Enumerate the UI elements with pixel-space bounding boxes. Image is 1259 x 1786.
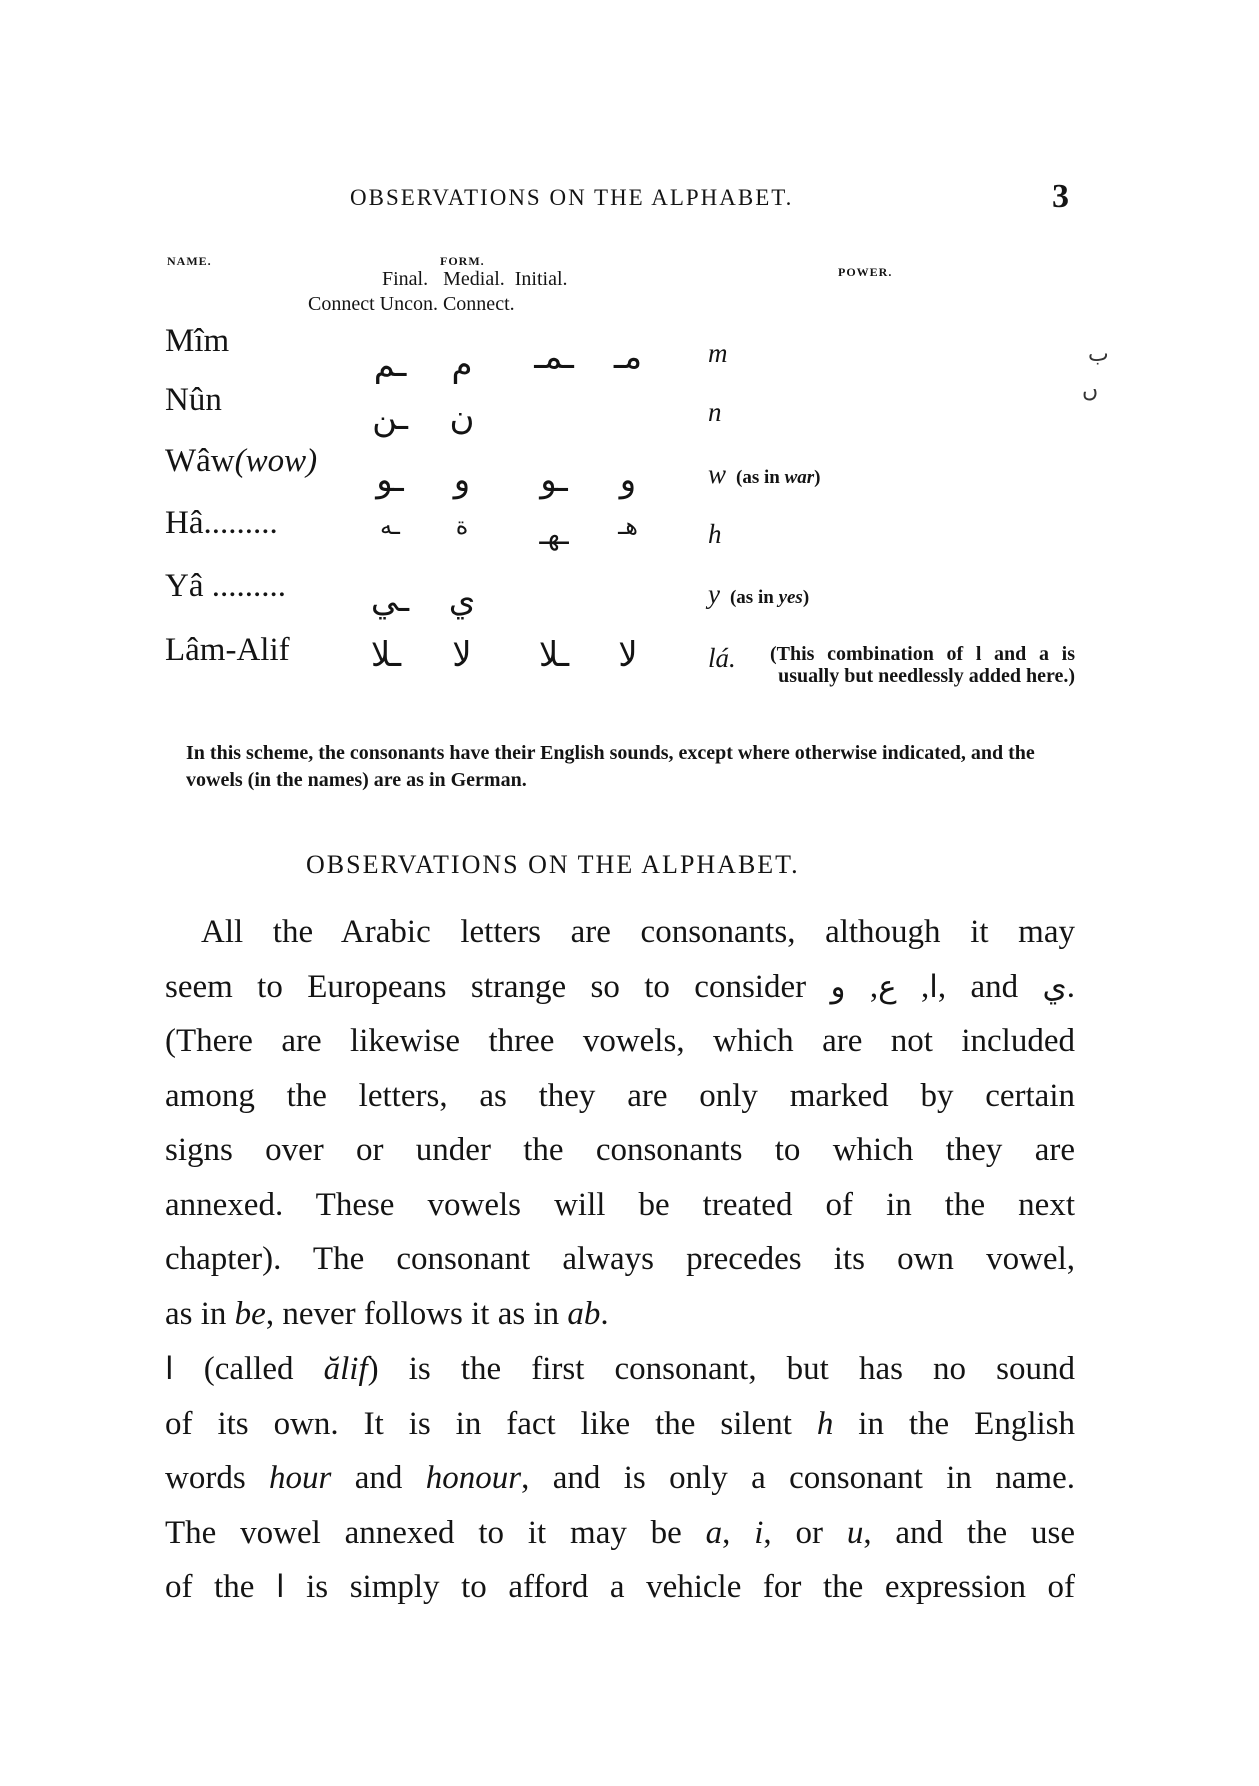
scheme-note: In this scheme, the consonants have their English sounds, except where otherwise indicated, and the vowels (in the names) are as in German.	[186, 742, 1035, 791]
running-title: OBSERVATIONS ON THE ALPHABET.	[350, 185, 794, 210]
lamalif-footnote: (This combination of l and a is usually but needlessly added here.)	[770, 643, 1075, 687]
column-header-form: FORM.	[440, 254, 485, 268]
text-line: as in be, never follows it as in ab.	[165, 1295, 609, 1332]
letter-power: m	[708, 338, 728, 368]
final-connected-form: ـم	[373, 345, 407, 385]
text-line: signs over or under the consonants to which they are	[165, 1132, 1075, 1168]
text-line: annexed. These vowels will be treated of in the next	[165, 1186, 1075, 1223]
paragraph	[165, 1342, 1075, 1615]
letter-name: Hâ.........	[165, 505, 278, 541]
final-unconnected-form: ة	[455, 512, 469, 540]
medial-form: ـلا	[538, 635, 570, 675]
letter-power: w (as in war)	[708, 459, 821, 489]
initial-form: هـ	[618, 512, 638, 540]
text-line: chapter). The consonant always precedes its own vowel,	[165, 1241, 1075, 1277]
text-line: All the Arabic letters are consonants, although it may	[201, 914, 1075, 950]
initial-form: مـ	[613, 337, 643, 377]
form-subheader-connection: Connect Uncon. Connect.	[308, 293, 515, 315]
paragraph	[165, 905, 1075, 1341]
form-subheader-positions: Final. Medial. Initial.	[382, 268, 568, 290]
final-unconnected-form: ن	[449, 398, 475, 438]
page-number: 3	[1052, 178, 1069, 215]
medial-form: ـو	[540, 460, 568, 500]
final-unconnected-form: ي	[448, 580, 476, 620]
text-line: words hour and honour, and is only a consonant in name.	[165, 1460, 1075, 1496]
text-line: of its own. It is in fact like the silent h in the English	[165, 1405, 1075, 1442]
letter-name: Lâm-Alif	[165, 632, 290, 668]
text-line: ا (called ălif) is the first consonant, but has no sound	[165, 1351, 1075, 1387]
final-connected-form: ـو	[376, 460, 404, 500]
letter-name: Wâw(wow)	[165, 443, 318, 479]
column-header-power: POWER.	[838, 265, 893, 279]
text-line: The vowel annexed to it may be a, i, or u, and the use	[165, 1514, 1075, 1551]
medial-form: ـمـ	[534, 337, 574, 377]
initial-form: لا	[618, 635, 638, 675]
medial-form: ـهـ	[539, 518, 569, 551]
column-header-name: NAME.	[167, 254, 212, 268]
text-line: seem to Europeans strange so to consider ا, ع, و , and ي.	[165, 968, 1076, 1005]
letter-power: lá.	[708, 643, 736, 673]
final-connected-form: ـه	[380, 512, 400, 540]
text-line: (There are likewise three vowels, which are not included	[165, 1023, 1075, 1059]
text-line: among the letters, as they are only marked by certain	[165, 1077, 1075, 1114]
final-unconnected-form: م	[451, 345, 473, 385]
margin-annotation: ب	[1088, 342, 1109, 367]
letter-power: n	[708, 397, 722, 427]
final-unconnected-form: و	[453, 460, 471, 500]
final-connected-form: ـلا	[370, 635, 402, 675]
letter-name: Yâ .........	[165, 568, 286, 604]
final-connected-form: ـن	[372, 398, 408, 438]
letter-name: Nûn	[165, 382, 222, 418]
letter-power: h	[708, 519, 722, 549]
final-connected-form: ـي	[370, 580, 410, 620]
section-title: OBSERVATIONS ON THE ALPHABET.	[306, 850, 800, 879]
letter-power: y (as in yes)	[708, 579, 810, 609]
margin-annotation: ں	[1082, 378, 1099, 403]
final-unconnected-form: لا	[452, 635, 472, 675]
letter-name: Mîm	[165, 323, 230, 359]
initial-form: و	[619, 460, 637, 500]
text-line: of the ا is simply to afford a vehicle for the expression of	[165, 1569, 1076, 1605]
